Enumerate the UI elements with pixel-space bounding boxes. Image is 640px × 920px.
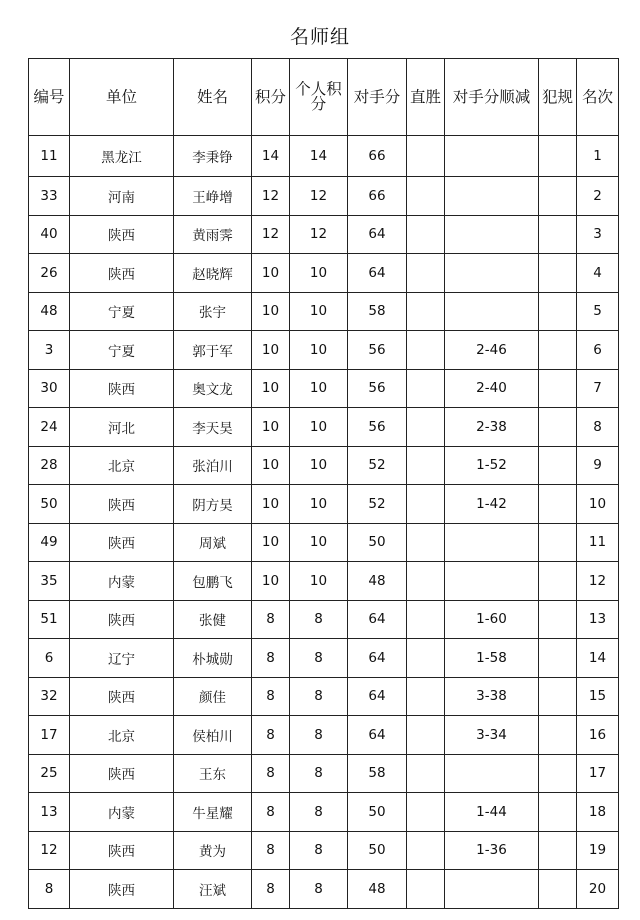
cell-name: 汪斌 bbox=[174, 870, 252, 909]
cell-direct-win bbox=[407, 523, 445, 562]
cell-id: 8 bbox=[29, 870, 70, 909]
cell-unit: 陕西 bbox=[70, 523, 174, 562]
cell-rank: 14 bbox=[577, 639, 619, 678]
cell-direct-win bbox=[407, 870, 445, 909]
cell-foul bbox=[539, 677, 577, 716]
cell-id: 30 bbox=[29, 369, 70, 408]
header-name: 姓名 bbox=[174, 59, 252, 136]
cell-points: 8 bbox=[252, 870, 290, 909]
cell-opponent-score-cut bbox=[445, 177, 539, 216]
cell-personal-points: 10 bbox=[290, 523, 348, 562]
cell-foul bbox=[539, 716, 577, 755]
table-row bbox=[29, 639, 619, 678]
table-row bbox=[29, 254, 619, 293]
cell-id: 32 bbox=[29, 677, 70, 716]
cell-rank: 6 bbox=[577, 331, 619, 370]
table-row bbox=[29, 408, 619, 447]
cell-id: 33 bbox=[29, 177, 70, 216]
cell-opponent-score: 64 bbox=[348, 716, 407, 755]
cell-opponent-score: 50 bbox=[348, 831, 407, 870]
cell-rank: 8 bbox=[577, 408, 619, 447]
cell-direct-win bbox=[407, 215, 445, 254]
cell-name: 黄雨霁 bbox=[174, 215, 252, 254]
cell-opponent-score-cut bbox=[445, 254, 539, 293]
cell-direct-win bbox=[407, 677, 445, 716]
cell-foul bbox=[539, 446, 577, 485]
cell-id: 17 bbox=[29, 716, 70, 755]
cell-personal-points: 14 bbox=[290, 136, 348, 177]
cell-personal-points: 10 bbox=[290, 562, 348, 601]
cell-id: 3 bbox=[29, 331, 70, 370]
table-row bbox=[29, 177, 619, 216]
cell-name: 王峥增 bbox=[174, 177, 252, 216]
cell-opponent-score: 64 bbox=[348, 639, 407, 678]
cell-foul bbox=[539, 523, 577, 562]
cell-direct-win bbox=[407, 600, 445, 639]
cell-direct-win bbox=[407, 292, 445, 331]
cell-unit: 内蒙 bbox=[70, 562, 174, 601]
cell-points: 10 bbox=[252, 254, 290, 293]
cell-foul bbox=[539, 369, 577, 408]
cell-personal-points: 8 bbox=[290, 639, 348, 678]
cell-name: 王东 bbox=[174, 754, 252, 793]
cell-name: 黄为 bbox=[174, 831, 252, 870]
cell-points: 8 bbox=[252, 793, 290, 832]
cell-personal-points: 8 bbox=[290, 793, 348, 832]
cell-opponent-score: 58 bbox=[348, 292, 407, 331]
cell-opponent-score: 56 bbox=[348, 369, 407, 408]
cell-foul bbox=[539, 562, 577, 601]
cell-foul bbox=[539, 793, 577, 832]
table-row bbox=[29, 870, 619, 909]
cell-rank: 5 bbox=[577, 292, 619, 331]
cell-rank: 16 bbox=[577, 716, 619, 755]
cell-id: 28 bbox=[29, 446, 70, 485]
cell-foul bbox=[539, 870, 577, 909]
cell-foul bbox=[539, 639, 577, 678]
cell-personal-points: 10 bbox=[290, 254, 348, 293]
cell-unit: 河南 bbox=[70, 177, 174, 216]
cell-opponent-score: 66 bbox=[348, 177, 407, 216]
cell-unit: 宁夏 bbox=[70, 331, 174, 370]
cell-points: 10 bbox=[252, 369, 290, 408]
cell-id: 13 bbox=[29, 793, 70, 832]
cell-id: 49 bbox=[29, 523, 70, 562]
cell-personal-points: 8 bbox=[290, 754, 348, 793]
cell-personal-points: 10 bbox=[290, 446, 348, 485]
cell-opponent-score: 52 bbox=[348, 485, 407, 524]
table-row bbox=[29, 716, 619, 755]
cell-foul bbox=[539, 215, 577, 254]
cell-unit: 陕西 bbox=[70, 600, 174, 639]
cell-personal-points: 12 bbox=[290, 215, 348, 254]
cell-id: 51 bbox=[29, 600, 70, 639]
cell-unit: 陕西 bbox=[70, 754, 174, 793]
cell-points: 12 bbox=[252, 215, 290, 254]
cell-rank: 17 bbox=[577, 754, 619, 793]
cell-name: 周斌 bbox=[174, 523, 252, 562]
cell-opponent-score-cut: 1-36 bbox=[445, 831, 539, 870]
table-row bbox=[29, 600, 619, 639]
cell-name: 颜佳 bbox=[174, 677, 252, 716]
cell-foul bbox=[539, 177, 577, 216]
cell-opponent-score-cut: 3-38 bbox=[445, 677, 539, 716]
cell-opponent-score: 50 bbox=[348, 793, 407, 832]
cell-opponent-score-cut: 1-42 bbox=[445, 485, 539, 524]
cell-unit: 陕西 bbox=[70, 369, 174, 408]
cell-points: 10 bbox=[252, 292, 290, 331]
cell-opponent-score: 64 bbox=[348, 254, 407, 293]
cell-opponent-score-cut bbox=[445, 562, 539, 601]
cell-name: 李天昊 bbox=[174, 408, 252, 447]
cell-rank: 1 bbox=[577, 136, 619, 177]
header-opponent-score: 对手分 bbox=[348, 59, 407, 136]
header-opponent-score-cut: 对手分顺减 bbox=[445, 59, 539, 136]
cell-opponent-score-cut bbox=[445, 754, 539, 793]
table-body bbox=[29, 136, 619, 909]
cell-id: 48 bbox=[29, 292, 70, 331]
cell-opponent-score: 64 bbox=[348, 215, 407, 254]
cell-direct-win bbox=[407, 485, 445, 524]
table-row bbox=[29, 793, 619, 832]
cell-opponent-score: 50 bbox=[348, 523, 407, 562]
cell-unit: 辽宁 bbox=[70, 639, 174, 678]
cell-unit: 宁夏 bbox=[70, 292, 174, 331]
cell-points: 8 bbox=[252, 639, 290, 678]
cell-opponent-score-cut: 1-58 bbox=[445, 639, 539, 678]
cell-opponent-score-cut: 1-44 bbox=[445, 793, 539, 832]
header-personal-points: 个人积分 bbox=[290, 59, 348, 136]
cell-opponent-score-cut bbox=[445, 215, 539, 254]
cell-unit: 北京 bbox=[70, 716, 174, 755]
cell-id: 12 bbox=[29, 831, 70, 870]
table-header bbox=[29, 59, 619, 136]
header-points: 积分 bbox=[252, 59, 290, 136]
cell-name: 赵晓辉 bbox=[174, 254, 252, 293]
cell-name: 包鹏飞 bbox=[174, 562, 252, 601]
cell-opponent-score: 48 bbox=[348, 870, 407, 909]
cell-opponent-score-cut: 2-46 bbox=[445, 331, 539, 370]
cell-points: 10 bbox=[252, 485, 290, 524]
cell-rank: 19 bbox=[577, 831, 619, 870]
cell-personal-points: 10 bbox=[290, 369, 348, 408]
cell-foul bbox=[539, 485, 577, 524]
cell-points: 12 bbox=[252, 177, 290, 216]
cell-opponent-score: 56 bbox=[348, 331, 407, 370]
cell-points: 10 bbox=[252, 331, 290, 370]
cell-direct-win bbox=[407, 136, 445, 177]
cell-points: 10 bbox=[252, 408, 290, 447]
cell-points: 8 bbox=[252, 600, 290, 639]
cell-rank: 3 bbox=[577, 215, 619, 254]
cell-direct-win bbox=[407, 639, 445, 678]
cell-opponent-score-cut bbox=[445, 870, 539, 909]
cell-unit: 陕西 bbox=[70, 677, 174, 716]
table-row bbox=[29, 831, 619, 870]
cell-unit: 北京 bbox=[70, 446, 174, 485]
header-row bbox=[29, 59, 619, 136]
cell-points: 10 bbox=[252, 562, 290, 601]
cell-unit: 内蒙 bbox=[70, 793, 174, 832]
cell-personal-points: 10 bbox=[290, 485, 348, 524]
cell-unit: 陕西 bbox=[70, 485, 174, 524]
cell-unit: 陕西 bbox=[70, 215, 174, 254]
cell-id: 25 bbox=[29, 754, 70, 793]
cell-foul bbox=[539, 292, 577, 331]
cell-personal-points: 8 bbox=[290, 870, 348, 909]
cell-opponent-score-cut: 2-40 bbox=[445, 369, 539, 408]
cell-unit: 陕西 bbox=[70, 831, 174, 870]
cell-unit: 陕西 bbox=[70, 254, 174, 293]
cell-rank: 18 bbox=[577, 793, 619, 832]
cell-points: 8 bbox=[252, 831, 290, 870]
cell-opponent-score-cut bbox=[445, 523, 539, 562]
cell-opponent-score-cut bbox=[445, 136, 539, 177]
cell-rank: 13 bbox=[577, 600, 619, 639]
cell-foul bbox=[539, 408, 577, 447]
cell-name: 奥文龙 bbox=[174, 369, 252, 408]
cell-rank: 9 bbox=[577, 446, 619, 485]
cell-direct-win bbox=[407, 177, 445, 216]
cell-unit: 河北 bbox=[70, 408, 174, 447]
cell-rank: 11 bbox=[577, 523, 619, 562]
cell-foul bbox=[539, 331, 577, 370]
cell-name: 牛星耀 bbox=[174, 793, 252, 832]
table-row bbox=[29, 523, 619, 562]
table-row bbox=[29, 562, 619, 601]
table-row bbox=[29, 369, 619, 408]
cell-rank: 10 bbox=[577, 485, 619, 524]
cell-opponent-score: 52 bbox=[348, 446, 407, 485]
cell-personal-points: 10 bbox=[290, 331, 348, 370]
cell-direct-win bbox=[407, 754, 445, 793]
cell-personal-points: 10 bbox=[290, 292, 348, 331]
cell-name: 侯柏川 bbox=[174, 716, 252, 755]
cell-name: 张泊川 bbox=[174, 446, 252, 485]
cell-name: 李秉铮 bbox=[174, 136, 252, 177]
cell-opponent-score: 58 bbox=[348, 754, 407, 793]
cell-opponent-score-cut: 3-34 bbox=[445, 716, 539, 755]
cell-id: 50 bbox=[29, 485, 70, 524]
cell-foul bbox=[539, 136, 577, 177]
cell-opponent-score-cut: 1-52 bbox=[445, 446, 539, 485]
cell-opponent-score-cut: 2-38 bbox=[445, 408, 539, 447]
cell-rank: 20 bbox=[577, 870, 619, 909]
cell-opponent-score: 56 bbox=[348, 408, 407, 447]
cell-id: 6 bbox=[29, 639, 70, 678]
cell-points: 8 bbox=[252, 754, 290, 793]
standings-table bbox=[28, 58, 619, 909]
header-foul: 犯规 bbox=[539, 59, 577, 136]
cell-name: 郭于军 bbox=[174, 331, 252, 370]
cell-id: 35 bbox=[29, 562, 70, 601]
cell-personal-points: 8 bbox=[290, 600, 348, 639]
cell-points: 14 bbox=[252, 136, 290, 177]
table-row bbox=[29, 677, 619, 716]
cell-personal-points: 8 bbox=[290, 716, 348, 755]
cell-unit: 陕西 bbox=[70, 870, 174, 909]
cell-name: 张健 bbox=[174, 600, 252, 639]
table-row bbox=[29, 446, 619, 485]
header-unit: 单位 bbox=[70, 59, 174, 136]
cell-personal-points: 8 bbox=[290, 677, 348, 716]
cell-rank: 12 bbox=[577, 562, 619, 601]
cell-foul bbox=[539, 754, 577, 793]
cell-name: 张宇 bbox=[174, 292, 252, 331]
cell-opponent-score: 64 bbox=[348, 677, 407, 716]
cell-points: 8 bbox=[252, 716, 290, 755]
table-row bbox=[29, 331, 619, 370]
page-title: 名师组 bbox=[289, 26, 350, 48]
cell-direct-win bbox=[407, 446, 445, 485]
cell-unit: 黑龙江 bbox=[70, 136, 174, 177]
cell-direct-win bbox=[407, 369, 445, 408]
header-direct-win: 直胜 bbox=[407, 59, 445, 136]
cell-id: 26 bbox=[29, 254, 70, 293]
cell-direct-win bbox=[407, 716, 445, 755]
cell-opponent-score-cut bbox=[445, 292, 539, 331]
cell-opponent-score: 66 bbox=[348, 136, 407, 177]
cell-points: 10 bbox=[252, 446, 290, 485]
cell-direct-win bbox=[407, 793, 445, 832]
cell-direct-win bbox=[407, 831, 445, 870]
table-row bbox=[29, 292, 619, 331]
table-row bbox=[29, 754, 619, 793]
cell-personal-points: 12 bbox=[290, 177, 348, 216]
table-row bbox=[29, 485, 619, 524]
cell-personal-points: 10 bbox=[290, 408, 348, 447]
cell-points: 10 bbox=[252, 523, 290, 562]
cell-opponent-score-cut: 1-60 bbox=[445, 600, 539, 639]
cell-rank: 2 bbox=[577, 177, 619, 216]
cell-direct-win bbox=[407, 254, 445, 293]
table-row bbox=[29, 215, 619, 254]
cell-id: 24 bbox=[29, 408, 70, 447]
header-id: 编号 bbox=[29, 59, 70, 136]
cell-name: 阴方昊 bbox=[174, 485, 252, 524]
cell-opponent-score: 48 bbox=[348, 562, 407, 601]
cell-direct-win bbox=[407, 562, 445, 601]
cell-foul bbox=[539, 254, 577, 293]
cell-name: 朴城勋 bbox=[174, 639, 252, 678]
cell-rank: 4 bbox=[577, 254, 619, 293]
cell-personal-points: 8 bbox=[290, 831, 348, 870]
cell-rank: 15 bbox=[577, 677, 619, 716]
cell-id: 40 bbox=[29, 215, 70, 254]
cell-rank: 7 bbox=[577, 369, 619, 408]
cell-id: 11 bbox=[29, 136, 70, 177]
cell-opponent-score: 64 bbox=[348, 600, 407, 639]
header-rank: 名次 bbox=[577, 59, 619, 136]
table-row bbox=[29, 136, 619, 177]
cell-foul bbox=[539, 831, 577, 870]
cell-direct-win bbox=[407, 408, 445, 447]
cell-direct-win bbox=[407, 331, 445, 370]
cell-points: 8 bbox=[252, 677, 290, 716]
cell-foul bbox=[539, 600, 577, 639]
